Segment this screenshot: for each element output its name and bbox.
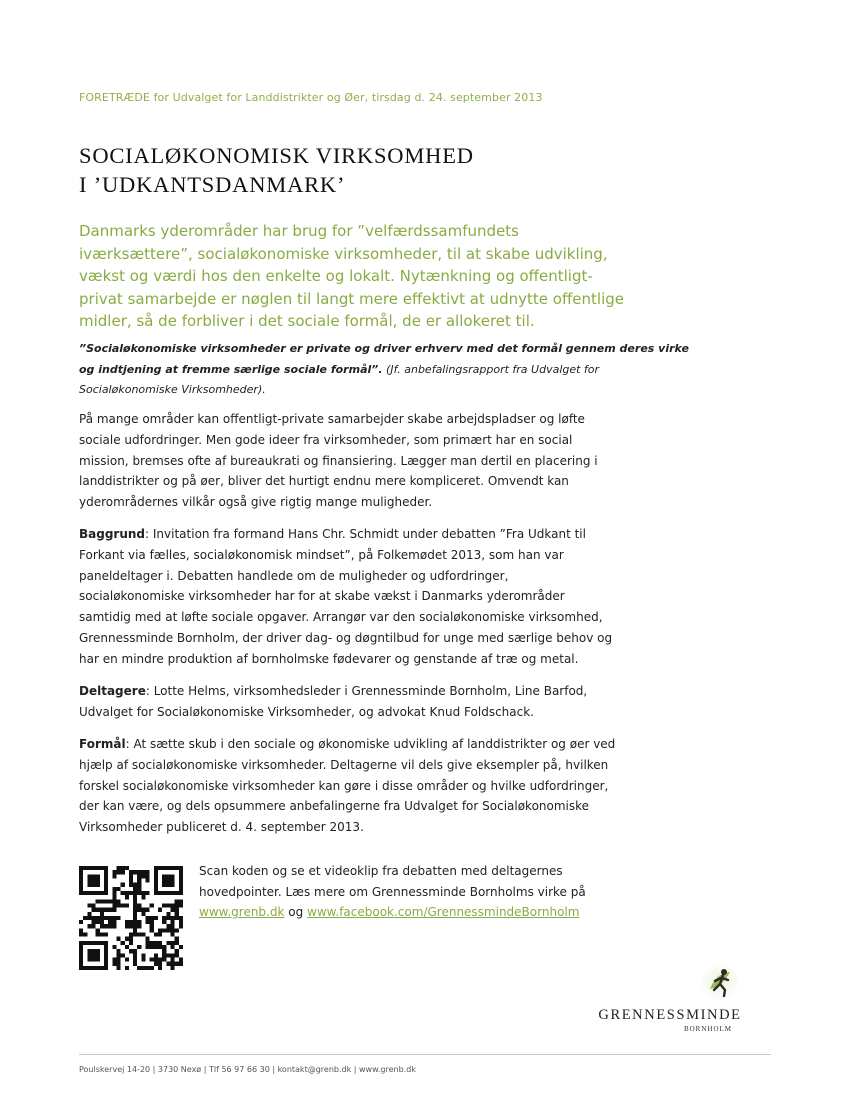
lead-line: Danmarks yderområder har brug for ”velfærdssamfundets <box>79 222 519 240</box>
lead-line: vækst og værdi hos den enkelte og lokalt. Nytænkning og offentligt- <box>79 267 593 285</box>
footer-divider <box>79 1054 771 1055</box>
background-paragraph <box>79 524 613 670</box>
participants-paragraph <box>79 681 599 723</box>
quote-text: og indtjening at fremme særlige sociale formål”. <box>79 362 383 376</box>
paragraph-line: Virksomheder publiceret d. 4. september 2013. <box>79 820 364 835</box>
paragraph-line: sociale udfordringer. Men gode ideer fra virksomheder, som primært har en social <box>79 432 573 447</box>
paragraph-line: paneldeltager i. Debatten handlede om de muligheder og udfordringer, <box>79 568 509 583</box>
quote-line-2 <box>79 360 599 381</box>
title-line-2: I ’UDKANTSDANMARK’ <box>79 172 346 197</box>
scan-line-1: Scan koden og se et videoklip fra debatten med deltagernes <box>199 864 563 878</box>
paragraph-line: socialøkonomiske virksomheder har for at skabe vækst i Danmarks yderområder <box>79 589 565 604</box>
lead-line: midler, så de forbliver i det sociale formål, de er allokeret til. <box>79 312 535 330</box>
website-link[interactable]: www.grenb.dk <box>199 905 285 920</box>
quote-line-1: ”Socialøkonomiske virksomheder er private og driver erhverv med det formål gennem deres virke <box>79 342 689 355</box>
paragraph-line: Udvalget for Socialøkonomiske Virksomheder, og advokat Knud Foldschack. <box>79 704 534 719</box>
title-line-1: SOCIALØKONOMISK VIRKSOMHED <box>79 143 474 168</box>
scan-line-3 <box>199 902 619 923</box>
paragraph-line <box>79 524 599 545</box>
intro-paragraph <box>79 409 599 513</box>
paragraph-line: landdistrikter og på øer, bliver det hurtigt endnu mere kompliceret. Omvendt kan <box>79 474 569 489</box>
definition-quote <box>79 339 689 401</box>
purpose-label: Formål <box>79 737 126 751</box>
paragraph-line <box>79 734 616 755</box>
background-label: Baggrund <box>79 527 146 541</box>
participants-label: Deltagere <box>79 684 146 698</box>
scan-line-2: hovedpointer. Læs mere om Grennessminde Bornholms virke på <box>199 884 586 899</box>
background-first: : Invitation fra formand Hans Chr. Schmidt under debatten ”Fra Udkant til <box>145 527 586 541</box>
qr-code-icon[interactable] <box>79 866 183 970</box>
paragraph-line <box>79 681 599 702</box>
logo-subtitle: BORNHOLM <box>683 1025 732 1033</box>
paragraph-line: samtidig med at løfte sociale opgaver. Arrangør var den socialøkonomiske virksomhed, <box>79 610 603 625</box>
paragraph-line: mission, bremses ofte af bureaukrati og finansiering. Lægger man dertil en placering i <box>79 453 598 468</box>
running-figure-icon <box>700 963 740 1003</box>
paragraph-line: yderområdernes vilkår også give rigtig mange muligheder. <box>79 495 433 510</box>
logo-name: GRENNESSMINDE <box>598 1007 742 1023</box>
footer-contact: Poulskervej 14-20 | 3730 Nexø | Tlf 56 97 66 30 | kontakt@grenb.dk | www.grenb.dk <box>79 1065 416 1074</box>
paragraph-line: Grennessminde Bornholm, der driver dag- og døgntilbud for unge med særlige behov og <box>79 630 613 645</box>
paragraph-line: forskel socialøkonomiske virksomheder kan gøre i disse områder og hvilke udfordringer, <box>79 778 609 793</box>
paragraph-line: der kan være, og dels opsummere anbefalingerne fra Udvalget for Socialøkonomiske <box>79 799 590 814</box>
participants-first: : Lotte Helms, virksomhedsleder i Grennessminde Bornholm, Line Barfod, <box>145 684 588 698</box>
scan-text <box>199 861 619 923</box>
paragraph-line: På mange områder kan offentligt-private samarbejder skabe arbejdspladser og løfte <box>79 412 585 426</box>
facebook-link[interactable]: www.facebook.com/GrennessmindeBornholm <box>307 905 580 920</box>
purpose-paragraph <box>79 734 616 838</box>
paragraph-line: hjælp af socialøkonomiske virksomheder. Deltagerne vil dels give eksempler på, hvilken <box>79 757 609 772</box>
lead-paragraph <box>79 220 625 333</box>
paragraph-line: har en mindre produktion af bornholmske fødevarer og genstande af træ og metal. <box>79 651 579 666</box>
lead-line: privat samarbejde er nøglen til langt mere effektivt at udnytte offentlige <box>79 289 625 308</box>
paragraph-line: Forkant via fælles, socialøkonomisk mindset”, på Folkemødet 2013, som han var <box>79 547 564 562</box>
quote-citation: (Jf. anbefalingsrapport fra Udvalget for <box>382 362 600 376</box>
quote-line-3: Socialøkonomiske Virksomheder). <box>79 383 266 396</box>
lead-line: iværksættere”, socialøkonomiske virksomheder, til at skabe udvikling, <box>79 244 608 263</box>
header-kicker: FORETRÆDE for Udvalget for Landdistrikter og Øer, tirsdag d. 24. september 2013 <box>79 91 543 104</box>
scan-joiner: og <box>284 905 308 920</box>
purpose-first: : At sætte skub i den sociale og økonomiske udvikling af landdistrikter og øer ved <box>125 737 616 751</box>
page-title <box>79 141 599 199</box>
